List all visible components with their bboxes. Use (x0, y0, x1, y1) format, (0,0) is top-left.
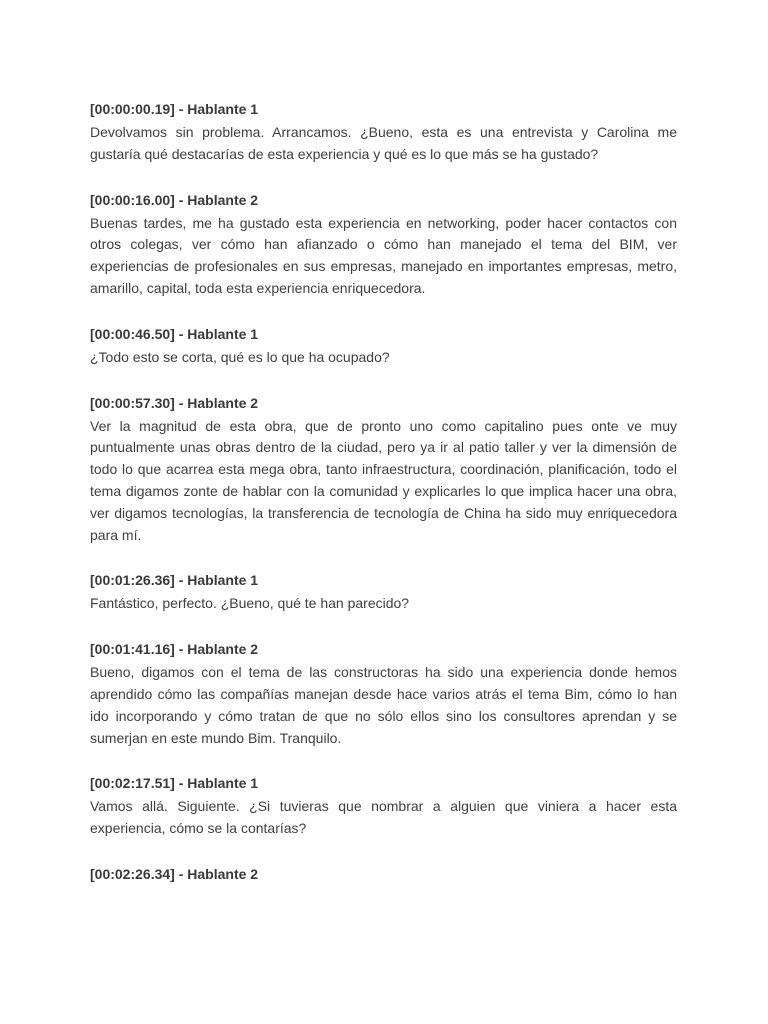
utterance-text: Fantástico, perfecto. ¿Bueno, qué te han parecido? (90, 595, 410, 612)
speaker-timestamp: [00:01:26.36] - Hablante 1 (90, 572, 259, 589)
transcript-entry (90, 324, 677, 369)
utterance-text: ¿Todo esto se corta, qué es lo que ha ocupado? (90, 348, 390, 365)
transcript-entry (90, 190, 677, 300)
transcript-entry (90, 99, 677, 166)
transcript-page (90, 99, 677, 908)
speaker-timestamp: [00:00:16.00] - Hablante 2 (90, 191, 259, 208)
transcript-entry (90, 639, 677, 749)
speaker-timestamp: [00:02:26.34] - Hablante 2 (90, 865, 259, 882)
speaker-timestamp: [00:01:41.16] - Hablante 2 (90, 641, 259, 658)
speaker-timestamp: [00:00:46.50] - Hablante 1 (90, 325, 259, 342)
utterance-text: Vamos allá. Siguiente. ¿Si tuvieras que nombrar a alguien que viniera a hacer esta experiencia, cómo se la contarías? (90, 798, 677, 837)
transcript-entry (90, 864, 677, 884)
transcript-entry (90, 393, 677, 547)
speaker-timestamp: [00:02:17.51] - Hablante 1 (90, 775, 259, 792)
speaker-timestamp: [00:00:57.30] - Hablante 2 (90, 394, 259, 411)
speaker-timestamp: [00:00:00.19] - Hablante 1 (90, 101, 259, 117)
utterance-text: Devolvamos sin problema. Arrancamos. ¿Bueno, esta es una entrevista y Carolina me gustaría qué destacarías de esta experiencia y qué es lo que más se ha gustado? (90, 124, 677, 162)
utterance-text: Ver la magnitud de esta obra, que de pronto uno como capitalino pues onte ve muy puntualmente unas obras dentro de la ciudad, pero ya ir al patio taller y ver la dimensión de todo lo que acarrea esta mega obra, tanto infraestructura, coordinación, planificación, todo el tema digamos zonte de hablar con la comunidad y explicarles lo que implica hacer una obra, ver digamos tecnologías, la transferencia de tecnología de China ha sido muy enriquecedora para mí. (90, 417, 677, 543)
transcript-entry (90, 773, 677, 840)
transcript-entry (90, 570, 677, 615)
utterance-text: Bueno, digamos con el tema de las constructoras ha sido una experiencia donde hemos aprendido cómo las compañías manejan desde hace varios atrás el tema Bim, cómo lo han ido incorporando y cómo tratan de que no sólo ellos sino los consultores aprendan y se sumerjan en este mundo Bim. Tranquilo. (90, 664, 677, 746)
utterance-text: Buenas tardes, me ha gustado esta experiencia en networking, poder hacer contactos con otros colegas, ver cómo han afianzado o cómo han manejado el tema del BIM, ver experiencias de profesionales en sus empresas, manejado en importantes empresas, metro, amarillo, capital, toda esta experiencia enriquecedora. (90, 214, 677, 296)
